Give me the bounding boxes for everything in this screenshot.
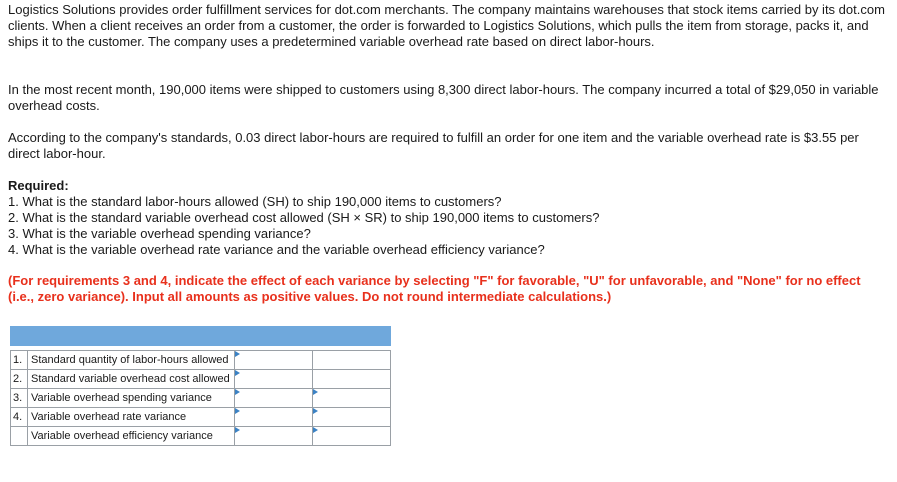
amount-input[interactable] [235, 389, 313, 408]
required-item-2: 2. What is the standard variable overhead cost allowed (SH × SR) to ship 190,000 items to customers? [8, 210, 600, 225]
row-number: 2. [11, 370, 28, 389]
row-number: 1. [11, 351, 28, 370]
row-label: Standard quantity of labor-hours allowed [28, 351, 235, 370]
required-section [8, 178, 888, 258]
row-number: 4. [11, 408, 28, 427]
amount-input[interactable] [235, 427, 313, 446]
intro-paragraph: Logistics Solutions provides order fulfillment services for dot.com merchants. The company maintains warehouses that stock items carried by its dot.com clients. When a client receives an order from a customer, the order is forwarded to Logistics Solutions, which pulls the item from storage, packs it, and ships it to the customer. The company uses a predetermined variable overhead rate based on direct labor-hours. [8, 2, 885, 49]
instructions-note: (For requirements 3 and 4, indicate the effect of each variance by selecting "F" for favorable, "U" for unfavorable, and "None" for no effect (i.e., zero variance). Input all amounts as positive values. Do not round intermediate calculations.) [8, 273, 861, 304]
required-title: Required: [8, 178, 69, 193]
table-row [11, 389, 391, 408]
table-row [11, 427, 391, 446]
table-row [11, 408, 391, 427]
amount-input[interactable] [235, 408, 313, 427]
effect-select[interactable] [313, 389, 391, 408]
standards-paragraph: According to the company's standards, 0.03 direct labor-hours are required to fulfill an order for one item and the variable overhead rate is $3.55 per direct labor-hour. [8, 130, 859, 161]
amount-input[interactable] [235, 351, 313, 370]
required-item-1: 1. What is the standard labor-hours allowed (SH) to ship 190,000 items to customers? [8, 194, 502, 209]
required-item-4: 4. What is the variable overhead rate variance and the variable overhead efficiency variance? [8, 242, 545, 257]
required-item-3: 3. What is the variable overhead spending variance? [8, 226, 311, 241]
table-row [11, 351, 391, 370]
answer-table [10, 326, 391, 446]
row-label: Variable overhead spending variance [28, 389, 235, 408]
amount-input[interactable] [235, 370, 313, 389]
month-data-paragraph: In the most recent month, 190,000 items were shipped to customers using 8,300 direct labor-hours. The company incurred a total of $29,050 in variable overhead costs. [8, 82, 879, 113]
effect-select[interactable] [313, 408, 391, 427]
row-number: 3. [11, 389, 28, 408]
effect-select[interactable] [313, 427, 391, 446]
row-label: Standard variable overhead cost allowed [28, 370, 235, 389]
row-label: Variable overhead rate variance [28, 408, 235, 427]
table-header-row [11, 327, 391, 346]
row-number [11, 427, 28, 446]
effect-cell [313, 370, 391, 389]
table-row [11, 370, 391, 389]
effect-cell [313, 351, 391, 370]
row-label: Variable overhead efficiency variance [28, 427, 235, 446]
